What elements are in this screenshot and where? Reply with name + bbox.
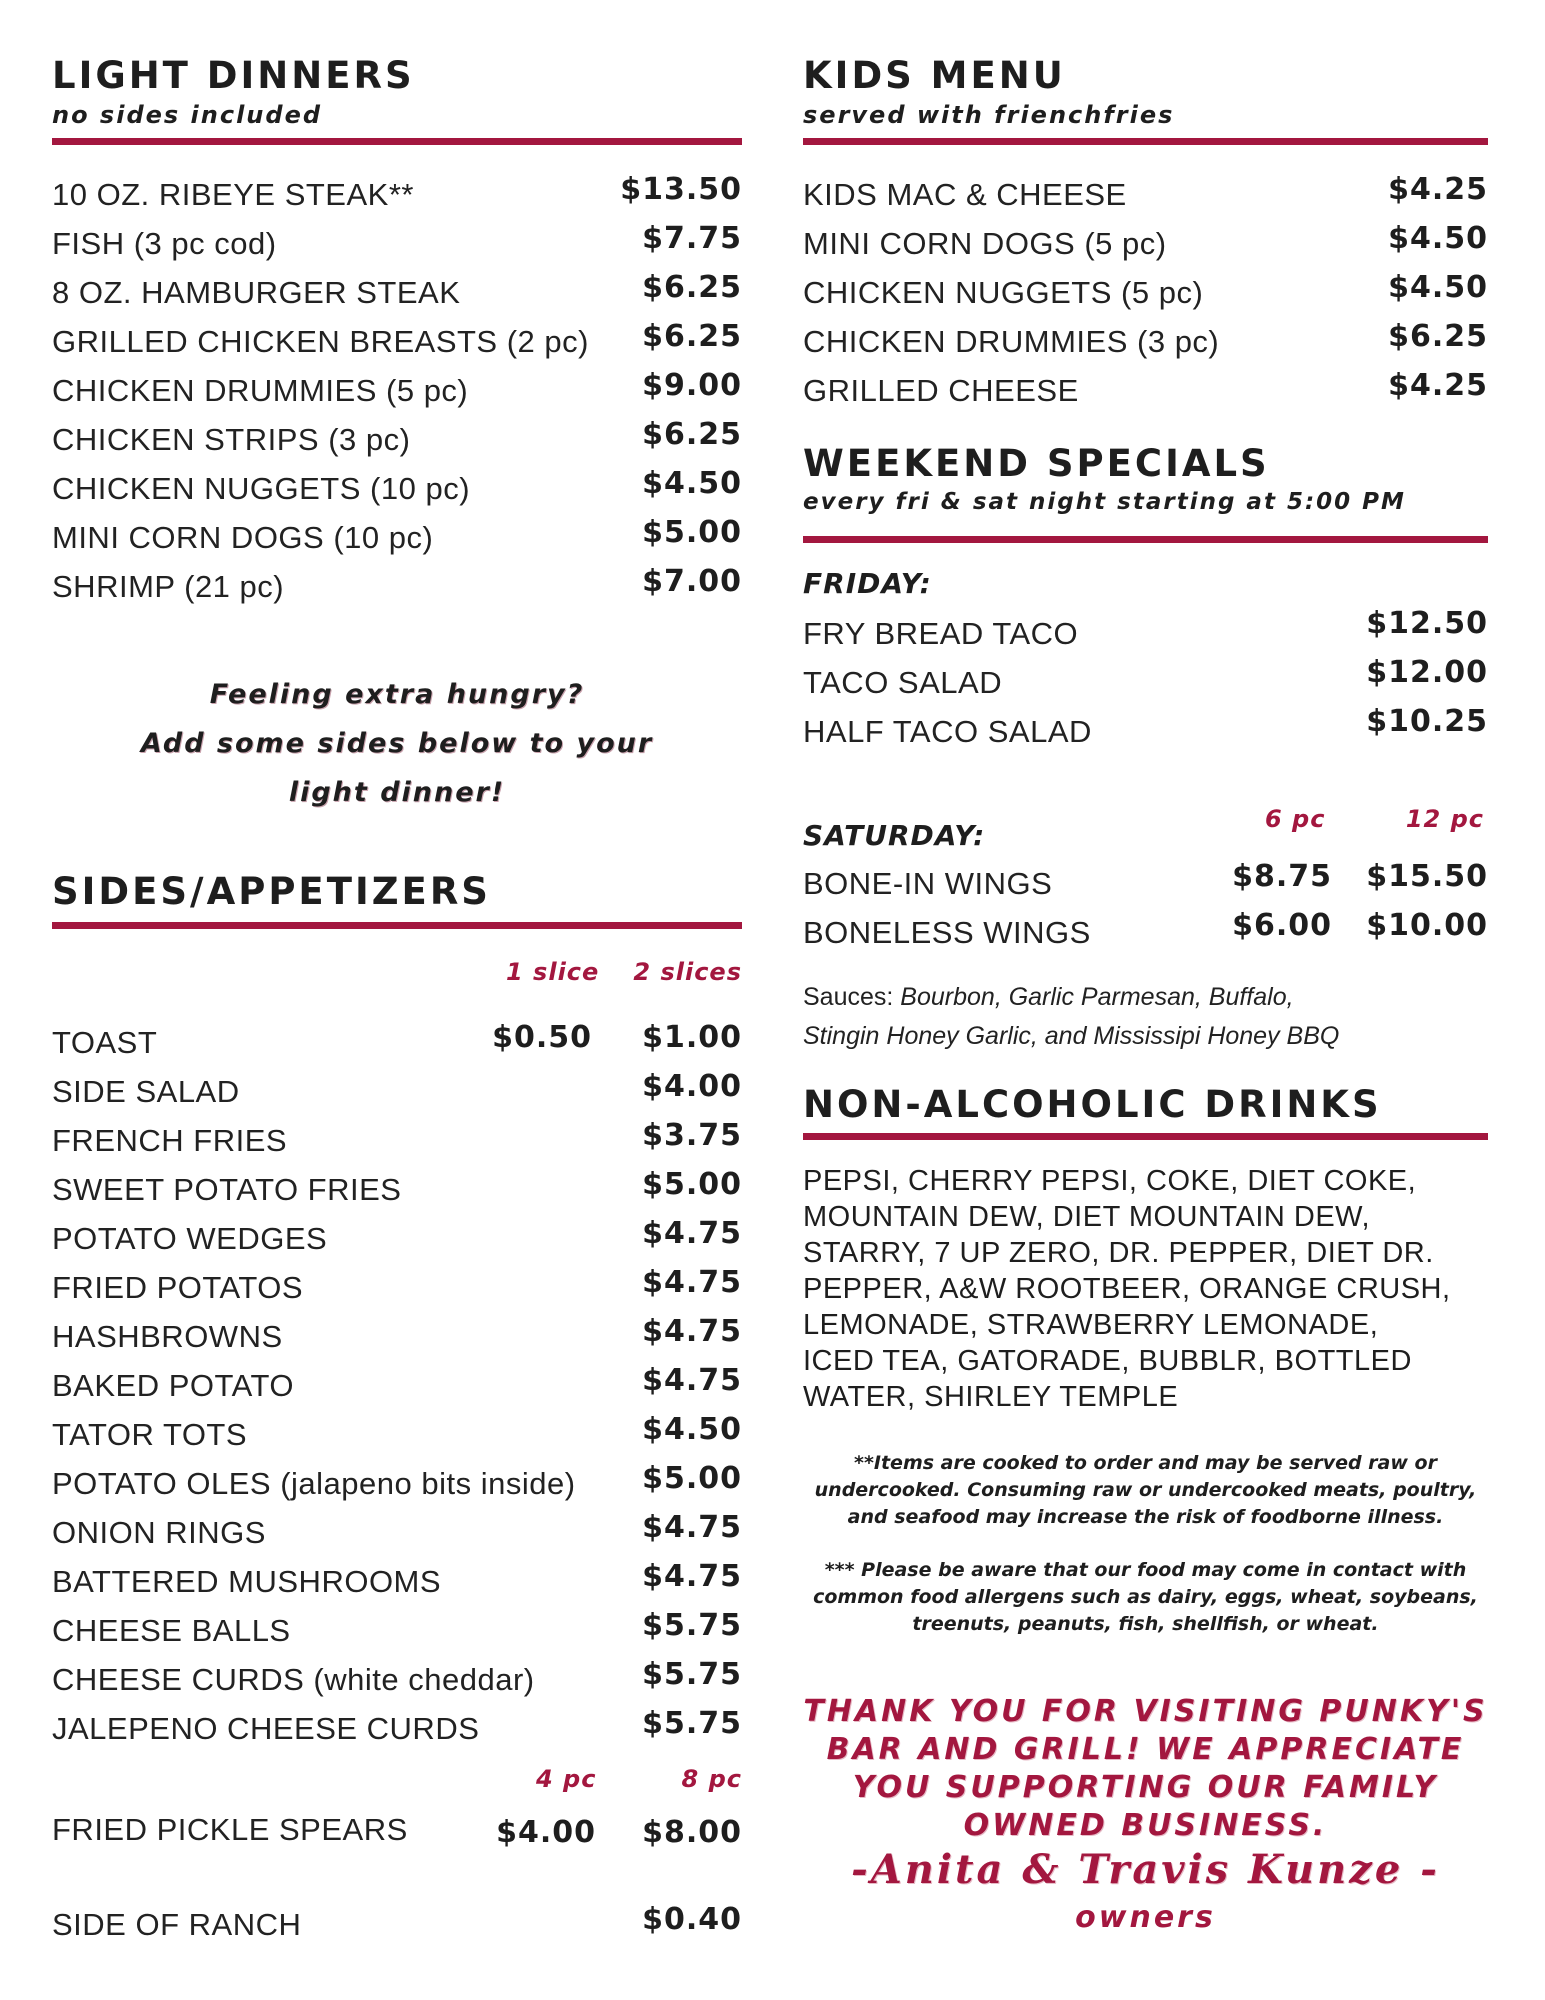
menu-item [52, 1216, 742, 1261]
column-label-1-slice: 1 slice [506, 958, 600, 986]
item-price: $4.25 [1388, 172, 1488, 207]
raw-food-warning [803, 1450, 1488, 1531]
item-price: $3.75 [642, 1118, 742, 1153]
item-name: KIDS MAC & CHEESE [803, 177, 1127, 212]
item-name: POTATO OLES (jalapeno bits inside) [52, 1466, 576, 1501]
drinks-line: STARRY, 7 UP ZERO, DR. PEPPER, DIET DR. [803, 1237, 1434, 1269]
item-name: BATTERED MUSHROOMS [52, 1564, 442, 1599]
item-name: SIDE OF RANCH [52, 1907, 302, 1942]
menu-item [803, 270, 1488, 315]
thanks-line: THANK YOU FOR VISITING PUNKY'S [803, 1694, 1488, 1729]
item-name: SIDE SALAD [52, 1074, 240, 1109]
thanks-line: OWNED BUSINESS. [963, 1808, 1328, 1843]
column-label-8-pc: 8 pc [681, 1765, 742, 1793]
item-price-2: $15.50 [1366, 859, 1488, 894]
thanks-line: BAR AND GRILL! WE APPRECIATE [826, 1732, 1465, 1767]
item-name: POTATO WEDGES [52, 1221, 328, 1256]
item-price: $4.75 [642, 1510, 742, 1545]
item-name: TOAST [52, 1025, 158, 1060]
item-name: HASHBROWNS [52, 1319, 283, 1354]
drinks-line: ICED TEA, GATORADE, BUBBLR, BOTTLED [803, 1345, 1412, 1377]
item-price: $4.75 [642, 1216, 742, 1251]
menu-item [803, 908, 1488, 955]
light-dinners-title: LIGHT DINNERS [52, 54, 415, 97]
item-price-1: $4.00 [496, 1815, 596, 1850]
item-name: 10 OZ. RIBEYE STEAK** [52, 177, 414, 212]
item-price-1: $6.00 [1232, 908, 1332, 943]
section-divider [52, 922, 742, 929]
owners-label: owners [1075, 1900, 1216, 1935]
item-price-1: $8.75 [1232, 859, 1332, 894]
menu-item [52, 1412, 742, 1457]
warning-line: common food allergens such as dairy, eggs, wheat, soybeans, [813, 1586, 1478, 1608]
drinks-list [803, 1163, 1493, 1415]
menu-item [52, 1559, 742, 1604]
menu-item [52, 1657, 742, 1702]
menu-item [52, 1020, 742, 1065]
item-name: TATOR TOTS [52, 1417, 248, 1452]
item-name: JALEPENO CHEESE CURDS [52, 1711, 480, 1746]
column-label-2-slices: 2 slices [633, 958, 742, 986]
item-price: $4.50 [642, 466, 742, 501]
item-price-1: $0.50 [492, 1020, 592, 1055]
menu-item [52, 1167, 742, 1212]
menu-item [52, 1510, 742, 1555]
drinks-line: PEPPER, A&W ROOTBEER, ORANGE CRUSH, [803, 1273, 1451, 1305]
sides-title: SIDES/APPETIZERS [52, 870, 491, 913]
warning-line: treenuts, peanuts, fish, shellfish, or wheat. [912, 1613, 1379, 1635]
item-name: HALF TACO SALAD [803, 714, 1092, 749]
hungry-line: light dinner! [288, 777, 506, 808]
item-price: $10.25 [1366, 704, 1488, 739]
saturday-label: SATURDAY: [803, 819, 986, 852]
warning-line: undercooked. Consuming raw or undercooked meats, poultry, [814, 1479, 1477, 1501]
item-name: FRY BREAD TACO [803, 616, 1079, 651]
owners-signature: -Anita & Travis Kunze - [851, 1846, 1440, 1893]
item-price: $7.75 [642, 221, 742, 256]
item-name: FRENCH FRIES [52, 1123, 288, 1158]
thank-you-message [803, 1693, 1488, 1845]
item-price: $9.00 [642, 368, 742, 403]
item-name: SWEET POTATO FRIES [52, 1172, 402, 1207]
menu-item [803, 606, 1488, 656]
item-price: $4.50 [1388, 221, 1488, 256]
menu-item [52, 417, 742, 462]
menu-item [52, 515, 742, 560]
item-price: $4.50 [1388, 270, 1488, 305]
sauces-line: Stingin Honey Garlic, and Mississipi Honey BBQ [803, 1022, 1340, 1050]
item-price: $6.25 [642, 270, 742, 305]
sauces-label: Sauces: [803, 983, 894, 1011]
item-price: $0.40 [642, 1902, 742, 1937]
item-name: ONION RINGS [52, 1515, 266, 1550]
menu-item [52, 1706, 742, 1751]
thanks-line: YOU SUPPORTING OUR FAMILY [852, 1770, 1439, 1805]
menu-item [52, 1812, 742, 1852]
sauces-note [803, 978, 1488, 1056]
item-price: $4.50 [642, 1412, 742, 1447]
item-price: $5.00 [642, 1167, 742, 1202]
menu-item [52, 1608, 742, 1653]
item-name: FISH (3 pc cod) [52, 226, 277, 261]
friday-label: FRIDAY: [803, 567, 932, 600]
item-name: CHICKEN DRUMMIES (3 pc) [803, 324, 1220, 359]
item-price-2: $10.00 [1366, 908, 1488, 943]
allergen-warning [803, 1557, 1488, 1638]
drinks-title: NON-ALCOHOLIC DRINKS [803, 1083, 1382, 1126]
item-price: $12.00 [1366, 655, 1488, 690]
item-price: $6.25 [642, 417, 742, 452]
menu-item [52, 368, 742, 413]
item-price: $4.75 [642, 1559, 742, 1594]
item-name: SHRIMP (21 pc) [52, 569, 285, 604]
weekend-specials-subtitle: every fri & sat night starting at 5:00 PM [803, 489, 1406, 515]
menu-item [803, 319, 1488, 364]
hungry-line: Feeling extra hungry? [209, 679, 585, 710]
sauces-line: Bourbon, Garlic Parmesan, Buffalo, [900, 983, 1294, 1011]
menu-item [52, 1314, 742, 1359]
item-name: CHEESE CURDS (white cheddar) [52, 1662, 535, 1697]
item-name: BAKED POTATO [52, 1368, 294, 1403]
drinks-line: PEPSI, CHERRY PEPSI, COKE, DIET COKE, [803, 1165, 1417, 1197]
item-price: $12.50 [1366, 606, 1488, 641]
item-name: FRIED PICKLE SPEARS [52, 1812, 408, 1847]
column-label-12-pc: 12 pc [1405, 805, 1484, 833]
menu-item [52, 270, 742, 315]
menu-item [803, 655, 1488, 705]
hungry-message [52, 670, 742, 817]
menu-item [52, 1118, 742, 1163]
item-name: MINI CORN DOGS (5 pc) [803, 226, 1167, 261]
item-name: CHEESE BALLS [52, 1613, 291, 1648]
item-name: CHICKEN NUGGETS (5 pc) [803, 275, 1204, 310]
menu-item [803, 368, 1488, 413]
column-label-6-pc: 6 pc [1265, 805, 1326, 833]
item-name: FRIED POTATOS [52, 1270, 304, 1305]
menu-item [52, 564, 742, 609]
item-price: $4.00 [642, 1069, 742, 1104]
menu-item [52, 1363, 742, 1408]
item-price: $4.75 [642, 1265, 742, 1300]
hungry-line: Add some sides below to your [140, 728, 654, 759]
drinks-line: MOUNTAIN DEW, DIET MOUNTAIN DEW, [803, 1201, 1370, 1233]
item-price: $5.75 [642, 1608, 742, 1643]
menu-item [803, 172, 1488, 217]
section-divider [52, 138, 742, 145]
item-price: $5.00 [642, 1461, 742, 1496]
item-price: $6.25 [1388, 319, 1488, 354]
menu-item [52, 1461, 742, 1506]
item-name: CHICKEN DRUMMIES (5 pc) [52, 373, 469, 408]
item-price: $4.75 [642, 1314, 742, 1349]
item-price-2: $8.00 [642, 1815, 742, 1850]
section-divider [803, 1133, 1488, 1140]
kids-menu-title: KIDS MENU [803, 54, 1066, 97]
drinks-line: WATER, SHIRLEY TEMPLE [803, 1381, 1179, 1413]
item-price: $5.75 [642, 1657, 742, 1692]
item-name: CHICKEN STRIPS (3 pc) [52, 422, 411, 457]
menu-item [52, 1265, 742, 1310]
drinks-line: LEMONADE, STRAWBERRY LEMONADE, [803, 1309, 1379, 1341]
item-name: GRILLED CHICKEN BREASTS (2 pc) [52, 324, 589, 359]
item-price: $7.00 [642, 564, 742, 599]
item-price-2: $1.00 [642, 1020, 742, 1055]
item-price: $6.25 [642, 319, 742, 354]
item-price: $5.75 [642, 1706, 742, 1741]
menu-item [52, 221, 742, 266]
item-price: $4.25 [1388, 368, 1488, 403]
warning-line: and seafood may increase the risk of foodborne illness. [847, 1506, 1444, 1528]
item-name: TACO SALAD [803, 665, 1003, 700]
item-name: MINI CORN DOGS (10 pc) [52, 520, 434, 555]
column-label-4-pc: 4 pc [536, 1765, 597, 1793]
item-name: BONE-IN WINGS [803, 866, 1053, 901]
menu-item [803, 221, 1488, 266]
kids-menu-subtitle: served with frienchfries [803, 101, 1175, 129]
item-name: CHICKEN NUGGETS (10 pc) [52, 471, 471, 506]
menu-item [803, 859, 1488, 906]
section-divider [803, 138, 1488, 145]
menu-item [52, 1902, 742, 1947]
weekend-specials-title: WEEKEND SPECIALS [803, 442, 1270, 485]
warning-line: *** Please be aware that our food may come in contact with [824, 1559, 1467, 1581]
section-divider [803, 536, 1488, 543]
menu-item [52, 466, 742, 511]
item-price: $5.00 [642, 515, 742, 550]
menu-item [52, 1069, 742, 1114]
menu-item [52, 172, 742, 217]
item-price: $13.50 [620, 172, 742, 207]
item-price: $4.75 [642, 1363, 742, 1398]
item-name: 8 OZ. HAMBURGER STEAK [52, 275, 461, 310]
light-dinners-subtitle: no sides included [52, 101, 323, 129]
warning-line: **Items are cooked to order and may be served raw or [854, 1452, 1437, 1474]
menu-item [803, 704, 1488, 754]
menu-item [52, 319, 742, 364]
item-name: GRILLED CHEESE [803, 373, 1079, 408]
item-name: BONELESS WINGS [803, 915, 1091, 950]
